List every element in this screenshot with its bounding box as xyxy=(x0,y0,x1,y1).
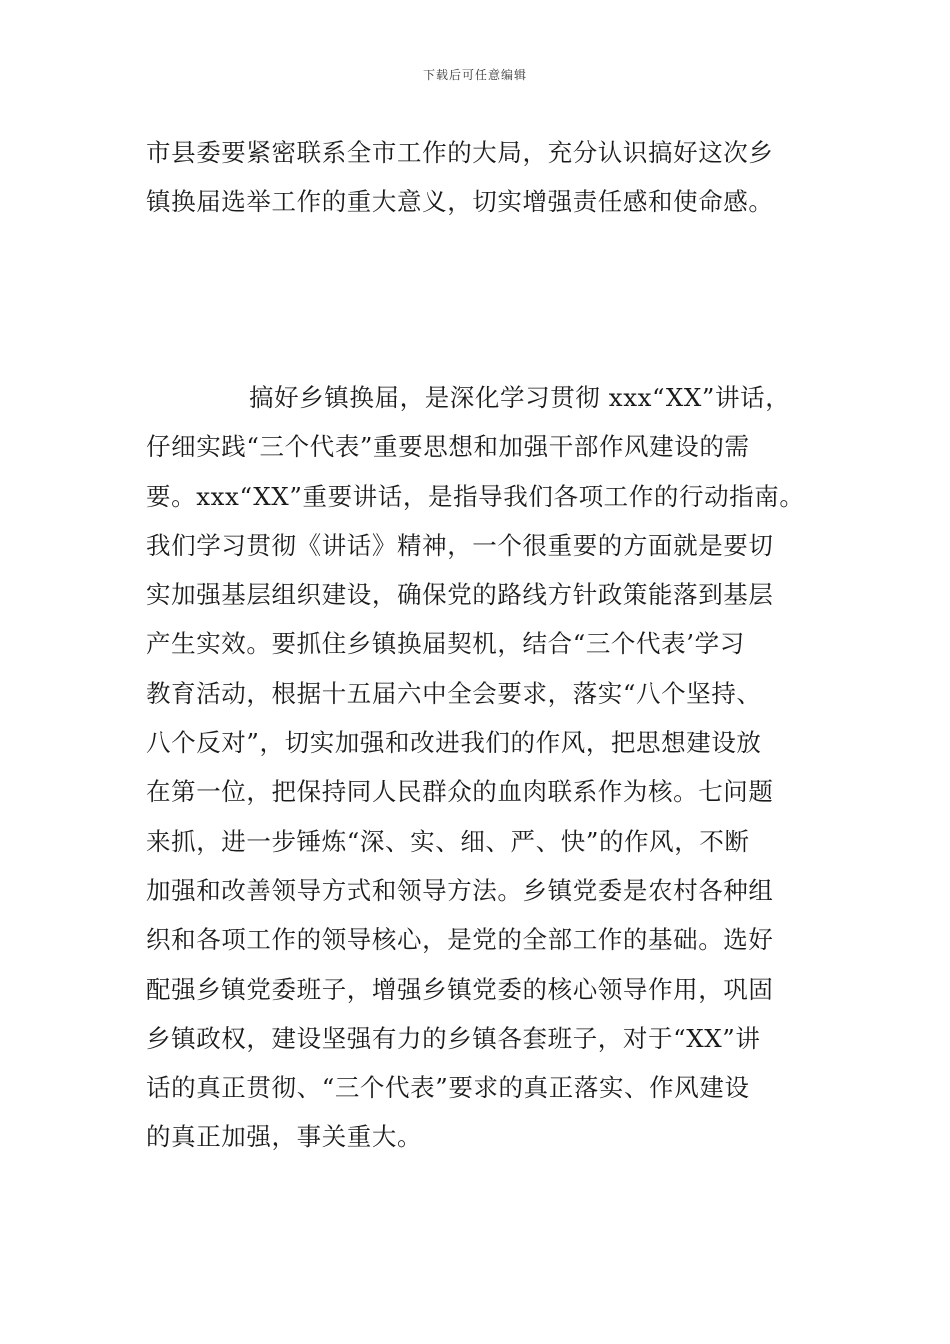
paragraph-line: 要。xxx“XX”重要讲话，是指导我们各项工作的行动指南。 xyxy=(146,481,805,511)
paragraph-line: 产生实效。要抓住乡镇换届契机，结合“三个代表’学习 xyxy=(146,629,745,659)
paragraph-line: 配强乡镇党委班子，增强乡镇党委的核心领导作用，巩固 xyxy=(146,974,774,1004)
paragraph-line: 仔细实践“三个代表”重要思想和加强干部作风建设的需 xyxy=(146,432,750,462)
paragraph-line: 市县委要紧密联系全市工作的大局，充分认识搞好这次乡 xyxy=(146,138,774,167)
paragraph-line: 搞好乡镇换届，是深化学习贯彻 xxx“XX”讲话， xyxy=(249,383,791,412)
paragraph-line: 加强和改善领导方式和领导方法。乡镇党委是农村各种组 xyxy=(146,875,774,905)
paragraph-line: 镇换届选举工作的重大意义，切实增强责任感和使命感。 xyxy=(146,187,774,217)
header-note: 下载后可任意编辑 xyxy=(422,68,527,82)
paragraph-line: 话的真正贯彻、“三个代表”要求的真正落实、作风建设 xyxy=(146,1073,750,1103)
paragraph-line: 的真正加强，事关重大。 xyxy=(146,1122,423,1152)
paragraph-line: 织和各项工作的领导核心，是党的全部工作的基础。选好 xyxy=(146,925,774,955)
paragraph-line: 我们学习贯彻《讲话》精神，一个很重要的方面就是要切 xyxy=(146,530,774,560)
paragraph-1 xyxy=(146,128,806,227)
paragraph-line: 来抓，进一步锤炼“深、实、细、严、快”的作风，不断 xyxy=(146,826,750,856)
paragraph-line: 八个反对”，切实加强和改进我们的作风，把思想建设放 xyxy=(146,728,762,758)
paragraph-line: 教育活动，根据十五届六中全会要求，落实“八个坚持、 xyxy=(146,678,762,708)
paragraph-line: 在第一位，把保持同人民群众的血肉联系作为核。七问题 xyxy=(146,777,774,807)
paragraph-line: 实加强基层组织建设，确保党的路线方针政策能落到基层 xyxy=(146,580,774,610)
paragraph-line: 乡镇政权，建设坚强有力的乡镇各套班子，对于“XX”讲 xyxy=(146,1023,761,1053)
paragraph-2 xyxy=(146,373,806,1162)
